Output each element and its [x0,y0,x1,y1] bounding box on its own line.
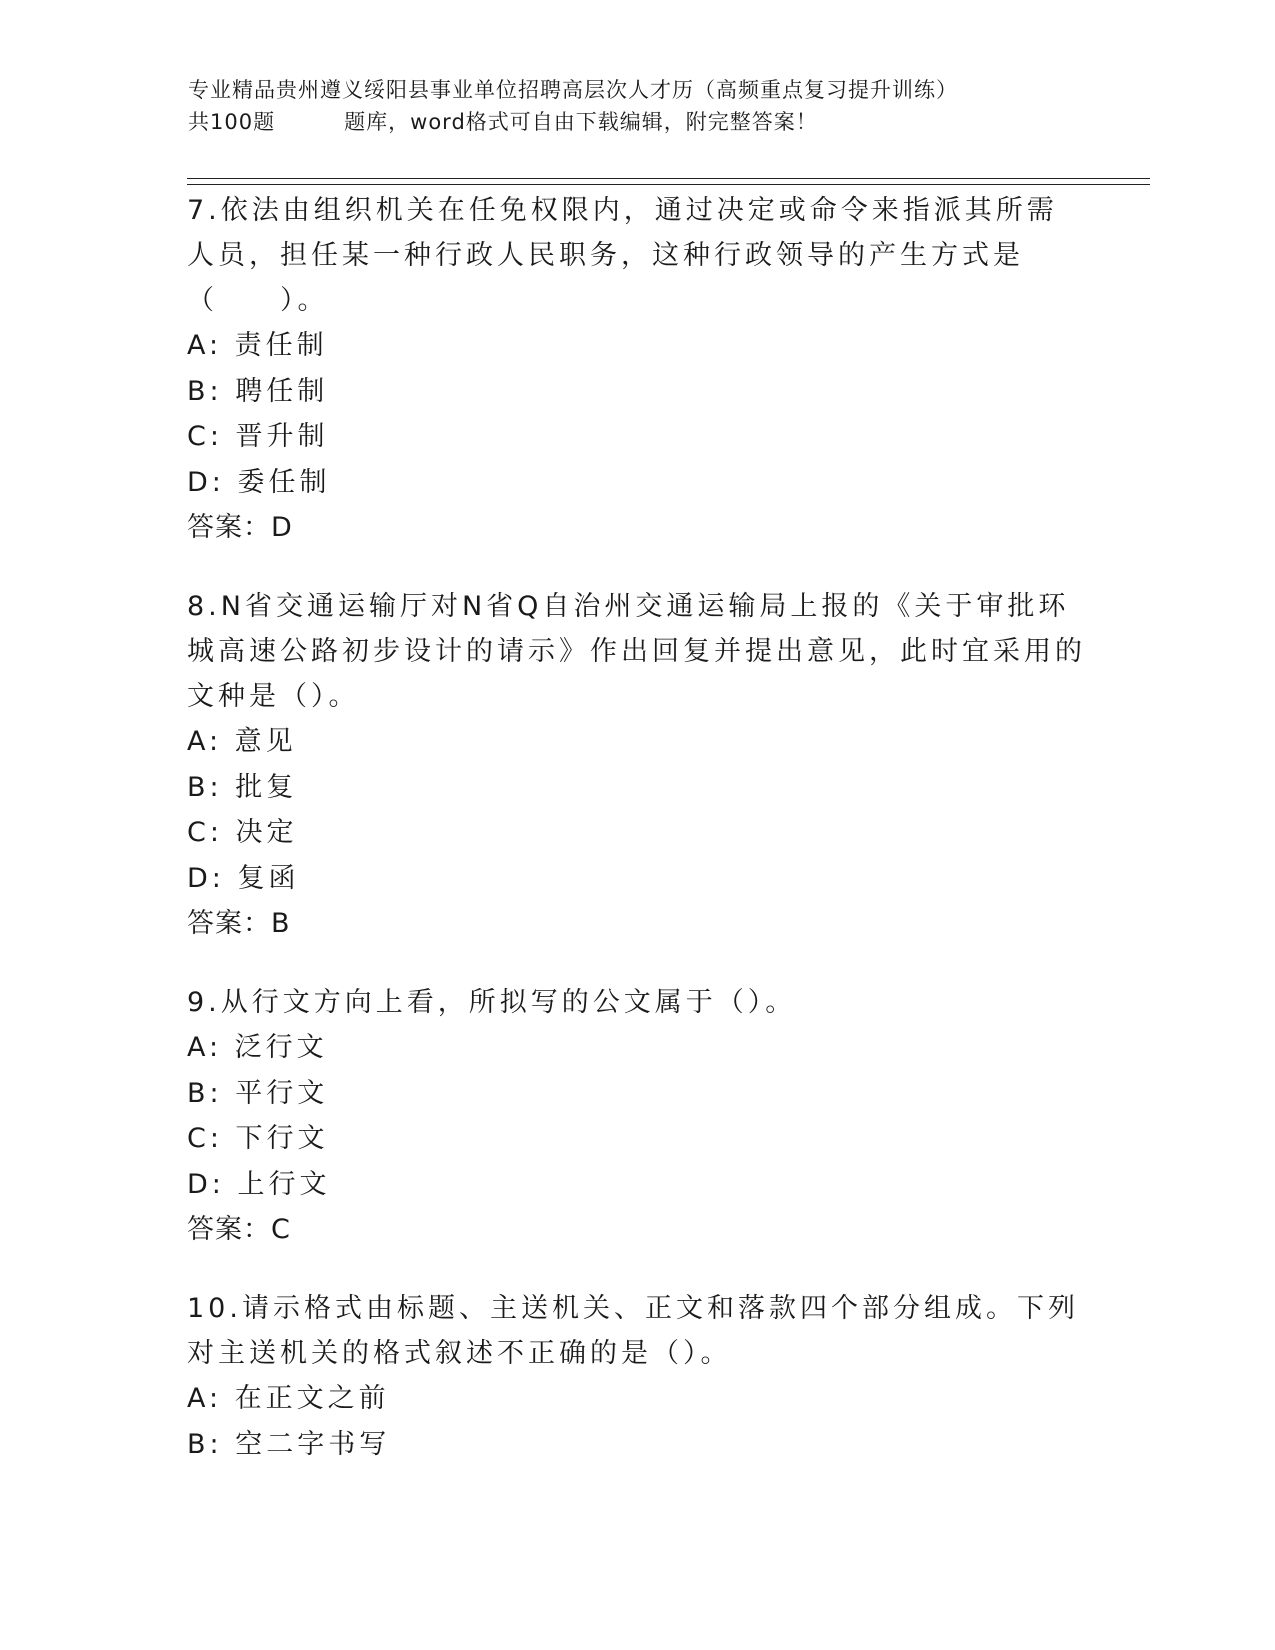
question-text: 7.依法由组织机关在任免权限内，通过决定或命令来指派其所需人员，担任某一种行政人民职务，这种行政领导的产生方式是（ ）。 [187,195,1058,316]
question-9 [187,980,1087,1252]
option-b: B: 空二字书写 [187,1428,391,1460]
option-b: B: 平行文 [187,1077,329,1109]
question-list [187,188,1087,1501]
option-a: A: 泛行文 [187,1032,328,1063]
question-10 [187,1286,1087,1467]
document-header [188,74,1088,138]
question-text: 10.请示格式由标题、主送机关、正文和落款四个部分组成。下列对主送机关的格式叙述不正确的是（）。 [187,1293,1079,1369]
option-c: C: 下行文 [187,1123,329,1154]
answer-line: 答案：B [187,908,291,939]
question-text: 8.N省交通运输厅对N省Q自治州交通运输局上报的《关于审批环城高速公路初步设计的请示》作出回复并提出意见，此时宜采用的文种是（）。 [187,591,1086,712]
option-a: A: 意见 [187,726,297,757]
option-c: C: 决定 [187,817,298,848]
question-7 [187,188,1087,550]
option-c: C: 晋升制 [187,421,329,452]
option-d: D: 上行文 [187,1168,331,1200]
header-double-rule [187,178,1150,185]
option-d: D: 复函 [187,862,300,894]
question-8 [187,584,1087,946]
question-text: 9.从行文方向上看，所拟写的公文属于（）。 [187,987,797,1018]
option-a: A: 在正文之前 [187,1383,390,1414]
option-d: D: 委任制 [187,466,331,498]
header-title-line2: 共100题 题库，word格式可自由下载编辑，附完整答案！ [188,110,818,134]
answer-line: 答案：C [187,1214,291,1245]
option-b: B: 聘任制 [187,375,329,407]
answer-line: 答案：D [187,512,293,543]
header-title-line1: 专业精品贵州遵义绥阳县事业单位招聘高层次人才历（高频重点复习提升训练） [188,78,958,102]
option-b: B: 批复 [187,771,298,803]
option-a: A: 责任制 [187,330,328,361]
